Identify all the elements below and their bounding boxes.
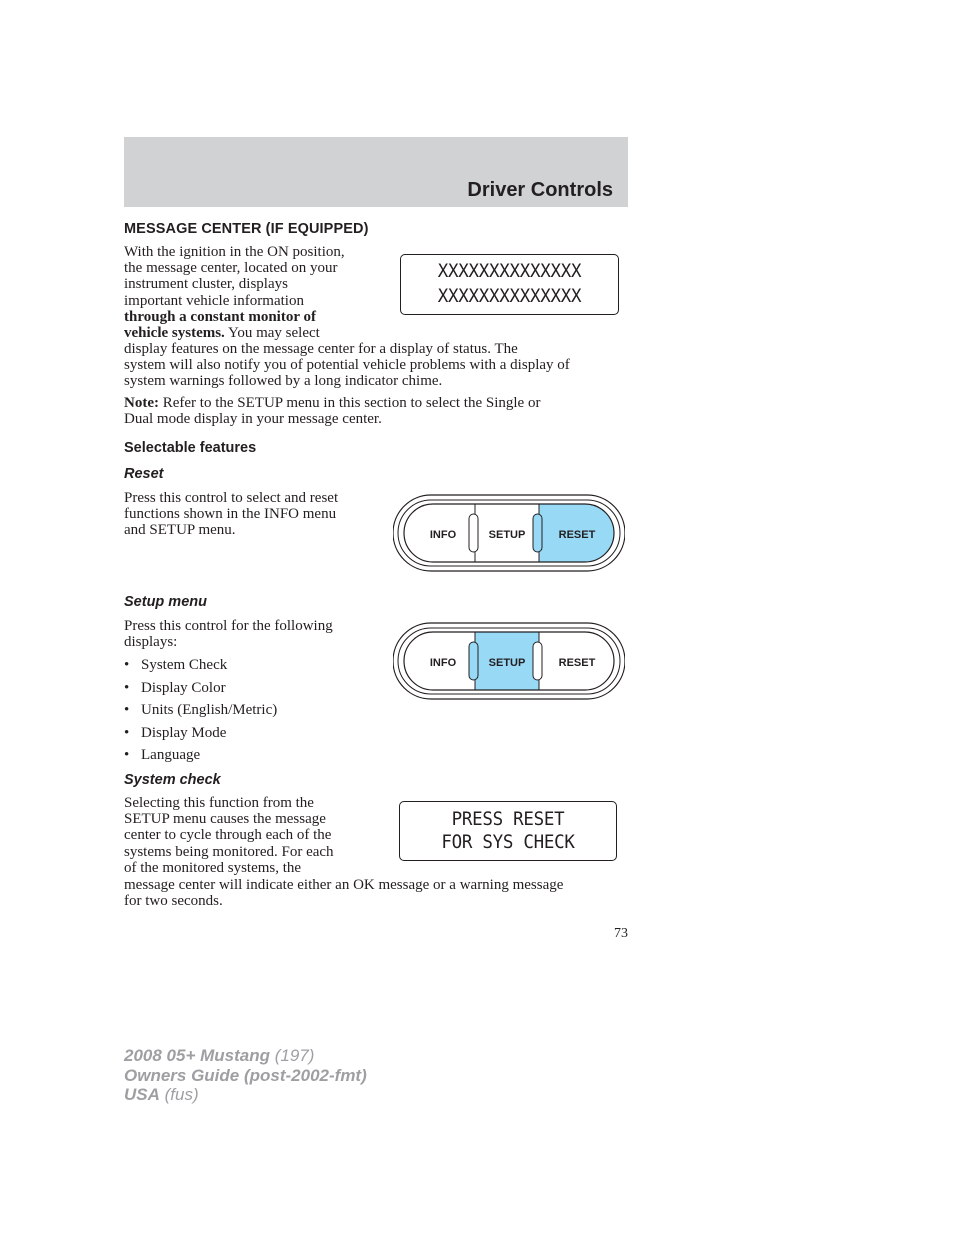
setup-paragraph — [124, 618, 384, 650]
reset-label: RESET — [558, 657, 596, 669]
reset-heading: Reset — [124, 466, 164, 482]
list-item: • Display Mode — [124, 724, 227, 741]
note-paragraph — [124, 395, 628, 427]
footer-market-code: (fus) — [159, 1085, 199, 1105]
list-item: • Language — [124, 747, 201, 764]
chapter-title: Driver Controls — [467, 179, 613, 201]
reset-line: functions shown in the INFO menu — [124, 506, 337, 523]
reset-line: and SETUP menu. — [124, 522, 236, 539]
note-label: Note: — [124, 395, 159, 411]
list-item: • Units (English/Metric) — [124, 702, 278, 719]
intro-bold: vehicle systems. — [124, 325, 225, 342]
footer-model: 2008 05+ Mustang — [124, 1046, 270, 1065]
info-label: INFO — [429, 529, 457, 541]
system-check-line: message center will indicate either an OK message or a warning message — [124, 877, 564, 893]
setup-items-list — [124, 655, 277, 768]
system-check-heading: System check — [124, 772, 221, 788]
setup-heading: Setup menu — [124, 594, 207, 610]
intro-line: With the ignition in the ON position, — [124, 244, 345, 260]
setup-label: SETUP — [488, 529, 526, 541]
reset-line: Press this control to select and reset — [124, 490, 339, 506]
list-item: • Display Color — [124, 679, 226, 696]
reset-paragraph — [124, 490, 384, 539]
message-display-placeholder — [400, 254, 619, 315]
system-check-line: systems being monitored. For each — [124, 843, 334, 860]
list-item: • System Check — [124, 657, 228, 673]
intro-line: system will also notify you of potential vehicle problems with a display of — [124, 357, 570, 374]
system-check-line: Selecting this function from the — [124, 795, 314, 811]
system-check-line: for two seconds. — [124, 893, 223, 910]
info-label: INFO — [429, 657, 457, 669]
control-cluster-setup-highlighted — [393, 622, 625, 702]
setup-label: SETUP — [488, 657, 526, 669]
message-display-sys-check — [399, 801, 617, 861]
system-check-line: of the monitored systems, the — [124, 859, 302, 876]
selectable-features-heading: Selectable features — [124, 440, 257, 456]
intro-line: display features on the message center for a display of status. The — [124, 341, 518, 357]
system-check-line: center to cycle through each of the — [124, 827, 332, 844]
intro-line: instrument cluster, displays — [124, 276, 288, 293]
document-footer — [124, 1046, 367, 1105]
control-cluster-reset-highlighted — [393, 494, 625, 574]
display-line: XXXXXXXXXXXXXX — [437, 260, 582, 282]
intro-line: the message center, located on your — [124, 260, 338, 277]
intro-line: important vehicle information — [124, 292, 304, 309]
section-title: MESSAGE CENTER (IF EQUIPPED) — [124, 221, 369, 237]
system-check-line: SETUP menu causes the message — [124, 811, 326, 828]
note-text: Dual mode display in your message center. — [124, 411, 382, 428]
setup-line: Press this control for the following — [124, 618, 333, 634]
header-band — [124, 137, 628, 207]
footer-guide: Owners Guide (post-2002-fmt) — [124, 1065, 367, 1085]
system-check-paragraph-wide — [124, 877, 628, 909]
footer-code: (197) — [270, 1046, 315, 1065]
display-line: XXXXXXXXXXXXXX — [437, 285, 582, 307]
intro-line: system warnings followed by a long indicator chime. — [124, 373, 443, 390]
reset-label: RESET — [558, 529, 596, 541]
intro-line: You may select — [224, 325, 320, 342]
display-line: FOR SYS CHECK — [441, 831, 575, 853]
intro-bold: through a constant monitor of — [124, 308, 316, 325]
display-line: PRESS RESET — [451, 808, 565, 830]
footer-market: USA — [124, 1085, 160, 1105]
page-number: 73 — [614, 926, 628, 941]
note-text: Refer to the SETUP menu in this section to select the Single or — [158, 395, 541, 411]
system-check-paragraph — [124, 795, 384, 876]
setup-line: displays: — [124, 634, 178, 651]
intro-paragraph-wide — [124, 341, 628, 390]
intro-paragraph — [124, 244, 384, 341]
